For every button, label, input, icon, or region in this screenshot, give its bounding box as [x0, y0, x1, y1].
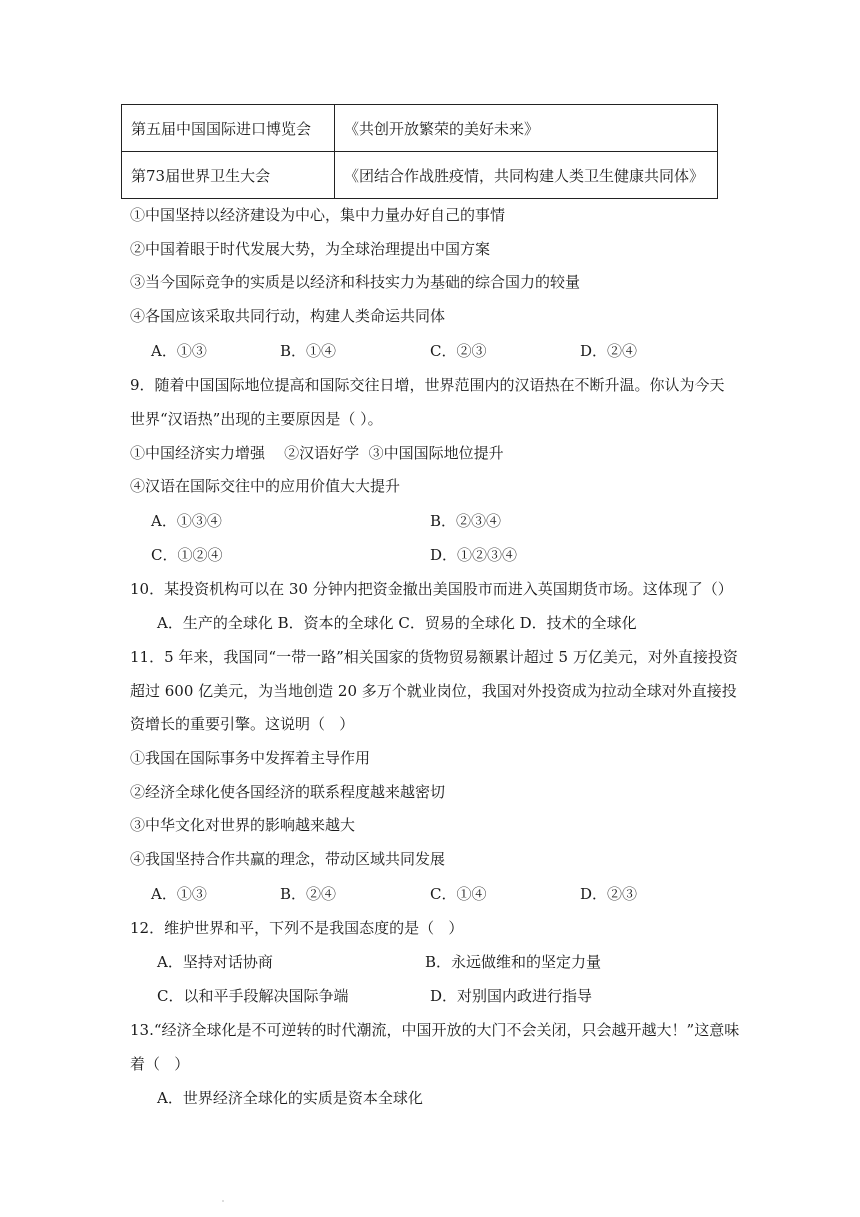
q8-item-2: ②中国着眼于时代发展大势，为全球治理提出中国方案 — [130, 240, 491, 258]
q9-item-line-2: ④汉语在国际交往中的应用价值大大提升 — [130, 477, 401, 495]
q10-options[interactable]: A．生产的全球化 B．资本的全球化 C．贸易的全球化 D．技术的全球化 — [157, 614, 637, 632]
q8-option-a[interactable]: A．①③ — [151, 342, 207, 360]
q8-option-b[interactable]: B．①④ — [280, 342, 337, 360]
page-mark — [222, 1200, 224, 1202]
q11-item-4: ④我国坚持合作共赢的理念，带动区域共同发展 — [130, 850, 446, 868]
q11-option-a[interactable]: A．①③ — [151, 885, 207, 903]
q8-option-c[interactable]: C．②③ — [430, 342, 487, 360]
q13-stem-line-1: 13.“经济全球化是不可逆转的时代潮流，中国开放的大门不会关闭，只会越开越大！”这意味 — [130, 1021, 740, 1039]
q12-option-d[interactable]: D．对别国内政进行指导 — [430, 987, 593, 1005]
table-cell-speech: 《团结合作战胜疫情，共同构建人类卫生健康共同体》 — [335, 152, 718, 199]
q13-option-a[interactable]: A．世界经济全球化的实质是资本全球化 — [157, 1089, 423, 1107]
q8-item-3: ③当今国际竞争的实质是以经济和科技实力为基础的综合国力的较量 — [130, 273, 581, 291]
q10-stem: 10．某投资机构可以在 30 分钟内把资金撤出美国股市而进入英国期货市场。这体现了（） — [130, 580, 733, 598]
table-cell-event: 第五届中国国际进口博览会 — [122, 105, 335, 152]
q12-option-b[interactable]: B．永远做维和的坚定力量 — [425, 953, 602, 971]
q11-stem-line-3: 资增长的重要引擎。这说明（ ） — [130, 715, 355, 733]
q9-stem-line-2: 世界“汉语热”出现的主要原因是（ ）。 — [130, 410, 383, 428]
q9-option-a[interactable]: A．①③④ — [151, 512, 222, 530]
table-cell-speech: 《共创开放繁荣的美好未来》 — [335, 105, 718, 152]
q8-option-d[interactable]: D．②④ — [580, 342, 638, 360]
q11-item-1: ①我国在国际事务中发挥着主导作用 — [130, 749, 371, 767]
q11-option-b[interactable]: B．②④ — [280, 885, 337, 903]
table-row — [122, 152, 718, 199]
q12-option-c[interactable]: C．以和平手段解决国际争端 — [157, 987, 349, 1005]
table-cell-event: 第73届世界卫生大会 — [122, 152, 335, 199]
q11-option-c[interactable]: C．①④ — [430, 885, 487, 903]
q11-option-d[interactable]: D．②③ — [580, 885, 638, 903]
q9-stem-line-1: 9．随着中国国际地位提高和国际交往日增，世界范围内的汉语热在不断升温。你认为今天 — [130, 376, 725, 394]
q11-stem-line-1: 11．5 年来，我国同“一带一路”相关国家的货物贸易额累计超过 5 万亿美元，对外直接投资 — [130, 648, 738, 666]
q9-option-d[interactable]: D．①②③④ — [430, 546, 518, 564]
q13-stem-line-2: 着（ ） — [130, 1055, 190, 1073]
speech-table — [121, 104, 718, 199]
q8-item-4: ④各国应该采取共同行动，构建人类命运共同体 — [130, 307, 446, 325]
q11-stem-line-2: 超过 600 亿美元，为当地创造 20 多万个就业岗位，我国对外投资成为拉动全球对外直接投 — [130, 682, 737, 700]
table-row — [122, 105, 718, 152]
q9-option-c[interactable]: C．①②④ — [151, 546, 223, 564]
q12-stem: 12．维护世界和平，下列不是我国态度的是（ ） — [130, 919, 464, 937]
q11-item-3: ③中华文化对世界的影响越来越大 — [130, 816, 356, 834]
q9-item-line-1: ①中国经济实力增强 ②汉语好学 ③中国国际地位提升 — [130, 444, 504, 462]
q12-option-a[interactable]: A．坚持对话协商 — [157, 953, 273, 971]
q9-option-b[interactable]: B．②③④ — [430, 512, 502, 530]
q11-item-2: ②经济全球化使各国经济的联系程度越来越密切 — [130, 783, 446, 801]
q8-item-1: ①中国坚持以经济建设为中心，集中力量办好自己的事情 — [130, 206, 506, 224]
